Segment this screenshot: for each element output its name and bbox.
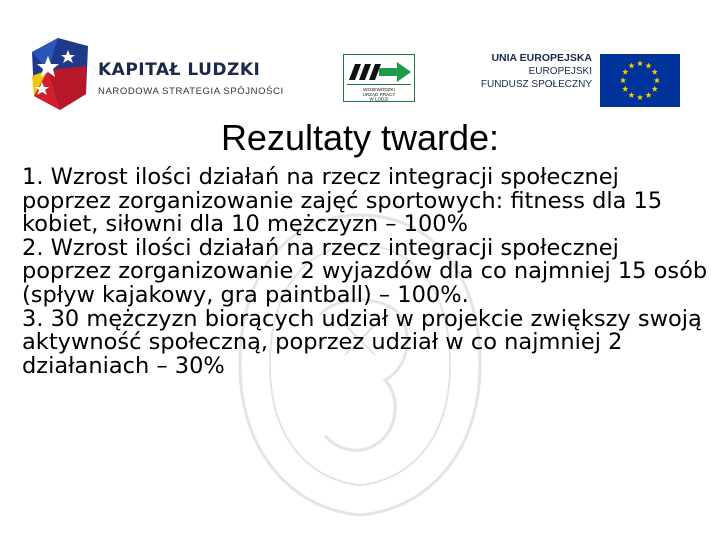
logo-strip <box>0 0 720 120</box>
slide-heading: Rezultaty twarde: <box>220 117 500 158</box>
result-item-3: 3. 30 mężczyzn biorących udział w projekcie zwiększy swoją aktywność społeczną, poprzez udział w co najmniej 2 działaniach – 30% <box>22 305 702 379</box>
wup-line-1: WOJEWÓDZKI <box>363 87 395 92</box>
kapital-ludzki-mark-icon <box>28 36 92 112</box>
eu-line-3: FUNDUSZ SPOŁECZNY <box>480 79 592 90</box>
wup-mark-icon <box>343 54 415 102</box>
eu-logo <box>468 52 680 108</box>
wup-logo <box>343 54 415 102</box>
eu-flag-icon <box>600 54 680 107</box>
results-list <box>22 166 712 378</box>
wup-line-3: W ŁODZI <box>369 96 389 102</box>
eu-line-2: EUROPEJSKI <box>528 66 592 77</box>
kapital-ludzki-logo <box>28 36 298 112</box>
result-item-2: 2. Wzrost ilości działań na rzecz integracji społecznej poprzez zorganizowanie 2 wyjazdów dla co najmniej 15 osób (spływ kajakowy, gra paintball) – 100%. <box>22 234 708 308</box>
wup-line-2: URZĄD PRACY <box>362 92 396 97</box>
eu-line-1: UNIA EUROPEJSKA <box>491 52 592 64</box>
kapital-ludzki-subtitle: NARODOWA STRATEGIA SPÓJNOŚCI <box>98 86 284 97</box>
kapital-ludzki-title: KAPITAŁ LUDZKI <box>98 60 261 80</box>
eu-text <box>462 52 592 91</box>
result-item-1: 1. Wzrost ilości działań na rzecz integracji społecznej poprzez zorganizowanie zajęć sportowych: fitness dla 15 kobiet, siłowni dla 10 mężczyzn – 100% <box>22 164 663 238</box>
